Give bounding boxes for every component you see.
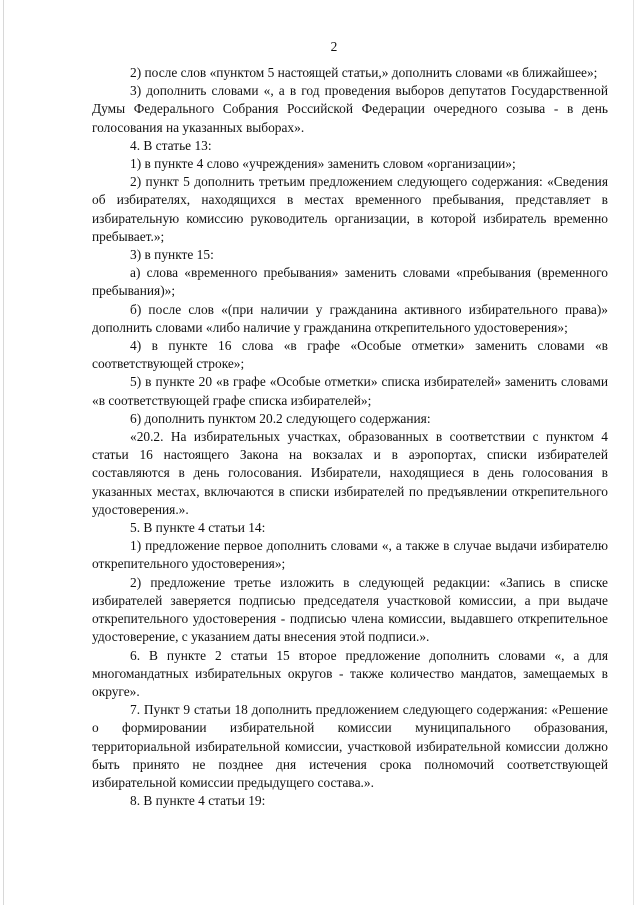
paragraph: «20.2. На избирательных участках, образованных в соответствии с пунктом 4 статьи 16 настоящего Закона на вокзалах и в аэропортах, списки избирателей составляются в день голосования. Избиратели, находящиеся в день голосования в указанных местах, включаются в списки избирателей по предъявлении открепительного удостоверения.». xyxy=(92,429,608,517)
paragraph: 2) пункт 5 дополнить третьим предложением следующего содержания: «Сведения об избирателях, находящихся в местах временного пребывания, представляет в избирательную комиссию руководитель организации, в которой избиратель временно пребывает.»; xyxy=(92,174,608,244)
paragraph: б) после слов «(при наличии у гражданина активного избирательного права)» дополнить словами «либо наличие у гражданина открепительного удостоверения»; xyxy=(92,301,608,335)
paragraph: 1) предложение первое дополнить словами «, а также в случае выдачи избирателю открепительного удостоверения»; xyxy=(92,538,608,572)
paragraph: 5. В пункте 4 статьи 14: xyxy=(130,520,266,536)
paragraph: 8. В пункте 4 статьи 19: xyxy=(130,793,266,809)
paragraph: 3) дополнить словами «, а в год проведения выборов депутатов Государственной Думы Федерального Собрания Российской Федерации очередного созыва - в день голосования на указанных выборах». xyxy=(92,83,608,135)
paragraph: 7. Пункт 9 статьи 18 дополнить предложением следующего содержания: «Решение о формировании избирательной комиссии муниципального образования, территориальной избирательной комиссии, участковой избирательной комиссии должно быть принято не позднее дня истечения срока полномочий соответствующей избирательной комиссии предыдущего состава.». xyxy=(92,702,608,790)
paragraph: 3) в пункте 15: xyxy=(130,247,214,263)
page-number: 2 xyxy=(330,39,338,54)
paragraph: а) слова «временного пребывания» заменить словами «пребывания (временного пребывания)»; xyxy=(92,265,608,299)
scan-edge-right xyxy=(633,0,634,905)
paragraph: 6) дополнить пунктом 20.2 следующего содержания: xyxy=(130,410,431,426)
paragraph: 4) в пункте 16 слова «в графе «Особые отметки» заменить словами «в соответствующей строке»; xyxy=(92,338,608,372)
paragraph: 2) после слов «пунктом 5 настоящей статьи,» дополнить словами «в ближайшее»; xyxy=(130,65,598,80)
paragraph: 1) в пункте 4 слово «учреждения» заменить словом «организации»; xyxy=(130,156,516,172)
paragraph: 2) предложение третье изложить в следующей редакции: «Запись в списке избирателей заверяется подписью председателя участковой комиссии, а при выдаче открепительного удостоверения - подписью члена комиссии, выдавшего открепительное удостоверение, с указанием даты внесения этой подписи.». xyxy=(92,574,608,645)
document-body xyxy=(92,64,608,810)
scan-edge-left xyxy=(3,0,4,905)
paragraph: 6. В пункте 2 статьи 15 второе предложение дополнить словами «, а для многомандатных избирательных округов - также количество мандатов, замещаемых в округе». xyxy=(92,647,608,699)
paragraph: 4. В статье 13: xyxy=(130,137,212,153)
paragraph: 5) в пункте 20 «в графе «Особые отметки» списка избирателей» заменить словами «в соответствующей графе списка избирателей»; xyxy=(92,374,608,408)
